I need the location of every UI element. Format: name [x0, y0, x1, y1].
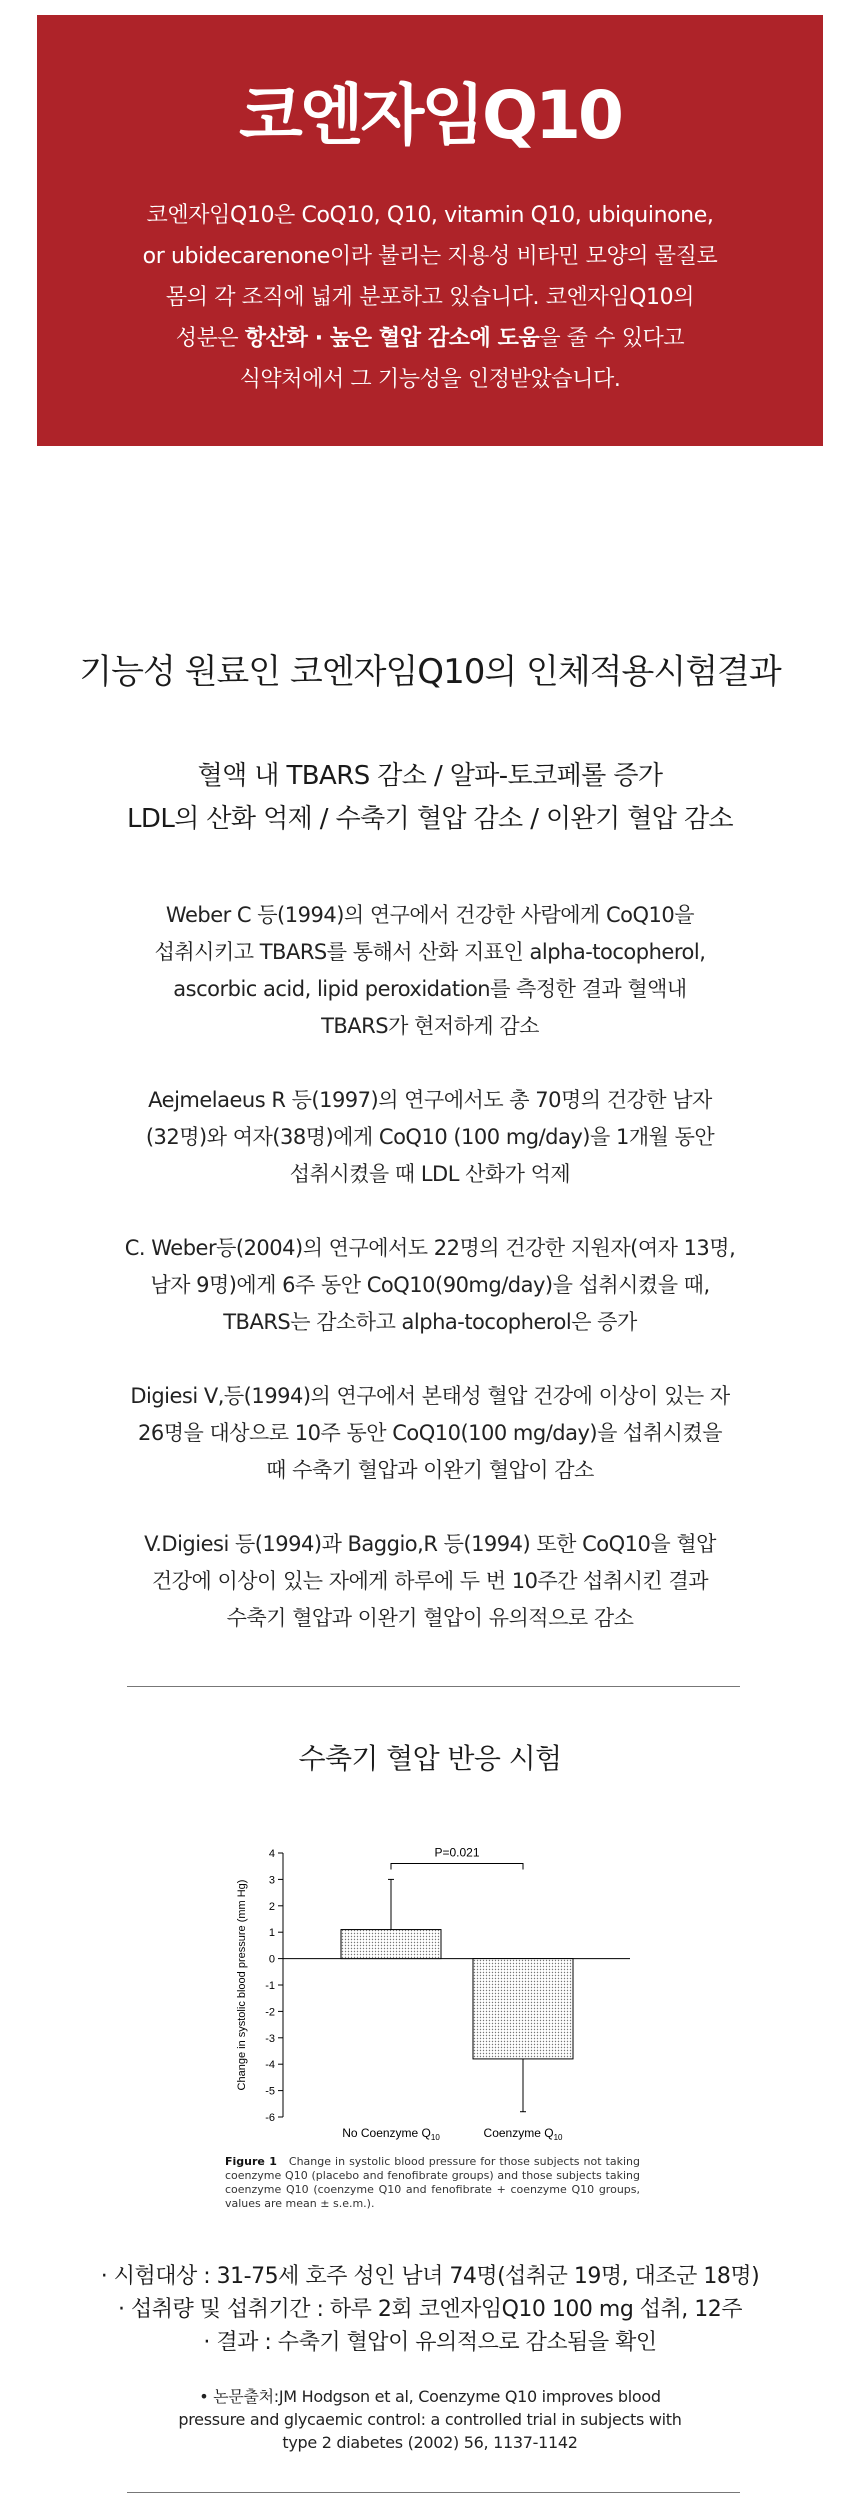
banner-desc-line: 코엔자임Q10은 CoQ10, Q10, vitamin Q10, ubiquinone,: [146, 203, 714, 228]
hero-banner: [37, 15, 823, 446]
banner-desc-line: [77, 318, 783, 359]
source-line: type 2 diabetes (2002) 56, 1137-1142: [282, 2433, 578, 2452]
source-line: • 논문출처:JM Hodgson et al, Coenzyme Q10 improves blood: [199, 2387, 661, 2406]
condition-line: · 시험대상 : 31-75세 호주 성인 남녀 74명(섭취군 19명, 대조군 18명): [100, 2264, 760, 2289]
study-item: [60, 897, 800, 1045]
study-list: [60, 897, 800, 1674]
study-item: [60, 1378, 800, 1489]
category-label-text: Coenzyme Q: [483, 2126, 554, 2140]
section-title: 기능성 원료인 코엔자임Q10의 인체적용시험결과: [79, 652, 781, 692]
study-line: 섭취시켰을 때 LDL 산화가 억제: [289, 1162, 571, 1186]
condition-line: · 섭취량 및 섭취기간 : 하루 2회 코엔자임Q10 100 mg 섭취, 12주: [117, 2297, 743, 2322]
y-tick-label: -5: [265, 2085, 275, 2098]
study-line: Weber C 등(1994)의 연구에서 건강한 사람에게 CoQ10을: [165, 903, 695, 927]
category-label-text: No Coenzyme Q: [342, 2126, 431, 2140]
x-category-label: [342, 2126, 440, 2142]
study-line: 건강에 이상이 있는 자에게 하루에 두 번 10주간 섭취시킨 결과: [151, 1569, 709, 1593]
y-tick-label: 3: [268, 1874, 275, 1887]
figure-label: Figure 1: [225, 2155, 277, 2168]
category-label-subscript: 10: [430, 2133, 440, 2142]
study-item: [60, 1230, 800, 1341]
y-axis-label: Change in systolic blood pressure (mm Hg): [236, 1879, 248, 2091]
summary-line: 혈액 내 TBARS 감소 / 알파-토코페롤 증가: [197, 761, 663, 791]
category-label-subscript: 10: [553, 2133, 563, 2142]
significance-bracket: [391, 1864, 523, 1870]
banner-description: [77, 195, 783, 400]
condition-line: · 결과 : 수축기 혈압이 유의적으로 감소됨을 확인: [203, 2330, 657, 2355]
figure-caption-text: Change in systolic blood pressure for those subjects not taking coenzyme Q10 (placebo and fenofibrate groups) and those subjects taking coenzyme Q10 (coenzyme Q10 and fenofibrate + coenzyme Q10 groups, values are mean ± s.e.m.).: [225, 2155, 640, 2210]
bar: [473, 1959, 573, 2059]
divider: [127, 2492, 740, 2493]
y-tick-label: 2: [268, 1900, 275, 1913]
study-line: 섭취시키고 TBARS를 통해서 산화 지표인 alpha-tocopherol,: [154, 940, 706, 964]
banner-desc-line: 몸의 각 조직에 넓게 분포하고 있습니다. 코엔자임Q10의: [165, 285, 695, 310]
study-item: [60, 1082, 800, 1193]
y-tick-label: 1: [268, 1927, 275, 1940]
divider: [127, 1686, 740, 1687]
y-tick-label: 0: [268, 1953, 275, 1966]
study-line: (32명)와 여자(38명)에게 CoQ10 (100 mg/day)을 1개월 동안: [145, 1125, 715, 1149]
bp-chart: [200, 1830, 660, 2160]
bp-chart-svg: [200, 1830, 660, 2160]
p-value-label: P=0.021: [434, 1845, 480, 1860]
banner-desc-line: or ubidecarenone이라 불리는 지용성 비타민 모양의 물질로: [142, 244, 718, 269]
study-item: [60, 1526, 800, 1637]
study-line: C. Weber등(2004)의 연구에서도 22명의 건강한 지원자(여자 13명,: [124, 1236, 736, 1260]
y-tick-label: 4: [268, 1848, 275, 1860]
effects-summary: [0, 755, 860, 841]
trial-conditions: [0, 2260, 860, 2359]
study-line: 26명을 대상으로 10주 동안 CoQ10(100 mg/day)을 섭취시켰을: [137, 1421, 722, 1445]
study-line: V.Digiesi 등(1994)과 Baggio,R 등(1994) 또한 CoQ10을 혈압: [144, 1532, 716, 1556]
x-category-label: [484, 2126, 563, 2142]
study-line: TBARS는 감소하고 alpha-tocopherol은 증가: [223, 1310, 637, 1334]
bar: [341, 1930, 441, 1959]
paper-source: [140, 2385, 720, 2454]
banner-title: 코엔자임Q10: [239, 77, 621, 154]
study-line: 때 수축기 혈압과 이완기 혈압이 감소: [266, 1458, 594, 1482]
study-line: Digiesi V,등(1994)의 연구에서 본태성 혈압 건강에 이상이 있는 자: [130, 1384, 730, 1408]
banner-desc-text: 을 줄 수 있다고: [539, 326, 685, 351]
study-line: 수축기 혈압과 이완기 혈압이 유의적으로 감소: [226, 1606, 634, 1630]
y-tick-label: -6: [265, 2112, 275, 2124]
figure-caption: [225, 2155, 640, 2211]
y-tick-label: -4: [265, 2059, 275, 2072]
banner-highlight: 항산화 · 높은 혈압 감소에 도움: [244, 326, 540, 351]
banner-desc-text: 성분은: [175, 326, 245, 351]
source-line: pressure and glycaemic control: a controlled trial in subjects with: [178, 2410, 682, 2429]
chart-title: 수축기 혈압 반응 시험: [298, 1742, 562, 1775]
study-line: Aejmelaeus R 등(1997)의 연구에서도 총 70명의 건강한 남자: [148, 1088, 712, 1112]
y-tick-label: -1: [265, 1980, 275, 1992]
study-line: 남자 9명)에게 6주 동안 CoQ10(90mg/day)을 섭취시켰을 때,: [150, 1273, 710, 1297]
study-line: TBARS가 현저하게 감소: [321, 1014, 539, 1038]
study-line: ascorbic acid, lipid peroxidation를 측정한 결과 혈액내: [173, 977, 687, 1001]
y-tick-label: -3: [265, 2032, 275, 2045]
summary-line: LDL의 산화 억제 / 수축기 혈압 감소 / 이완기 혈압 감소: [127, 804, 733, 834]
banner-desc-line: 식약처에서 그 기능성을 인정받았습니다.: [239, 367, 621, 392]
y-tick-label: -2: [265, 2006, 275, 2019]
